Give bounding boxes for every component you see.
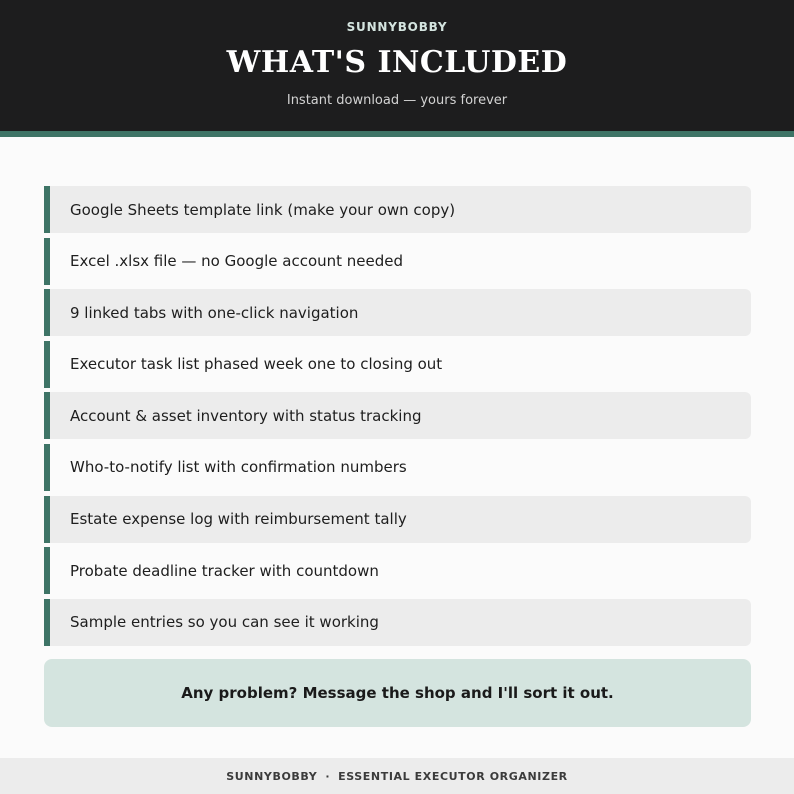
list-item [44, 392, 751, 439]
footer-product-name: ESSENTIAL EXECUTOR ORGANIZER [338, 769, 568, 783]
list-item-label: Probate deadline tracker with countdown [70, 561, 379, 580]
support-callout: Any problem? Message the shop and I'll sort it out. [44, 659, 751, 727]
list-item [44, 289, 751, 336]
included-items-list [44, 186, 751, 650]
page-title: WHAT'S INCLUDED [226, 45, 568, 80]
list-item-label: 9 linked tabs with one-click navigation [70, 303, 359, 322]
list-item [44, 496, 751, 543]
list-item-label: Executor task list phased week one to closing out [70, 355, 443, 374]
list-item-label: Estate expense log with reimbursement tally [70, 510, 407, 529]
list-item [44, 547, 751, 594]
accent-divider [0, 131, 794, 137]
page-subtitle: Instant download — yours forever [286, 93, 508, 108]
list-item-label: Sample entries so you can see it working [70, 613, 379, 632]
list-item-label: Excel .xlsx file — no Google account needed [70, 252, 404, 271]
list-item [44, 444, 751, 491]
footer [0, 758, 794, 794]
list-item [44, 238, 751, 285]
footer-separator: · [325, 769, 331, 783]
header [0, 0, 794, 131]
brand-name: SUNNYBOBBY [346, 20, 448, 34]
list-item [44, 341, 751, 388]
footer-brand: SUNNYBOBBY [226, 769, 318, 783]
list-item-label: Who-to-notify list with confirmation numbers [70, 458, 407, 477]
list-item-label: Account & asset inventory with status tracking [70, 406, 422, 425]
list-item [44, 186, 751, 233]
list-item-label: Google Sheets template link (make your own copy) [70, 200, 456, 219]
list-item [44, 599, 751, 646]
